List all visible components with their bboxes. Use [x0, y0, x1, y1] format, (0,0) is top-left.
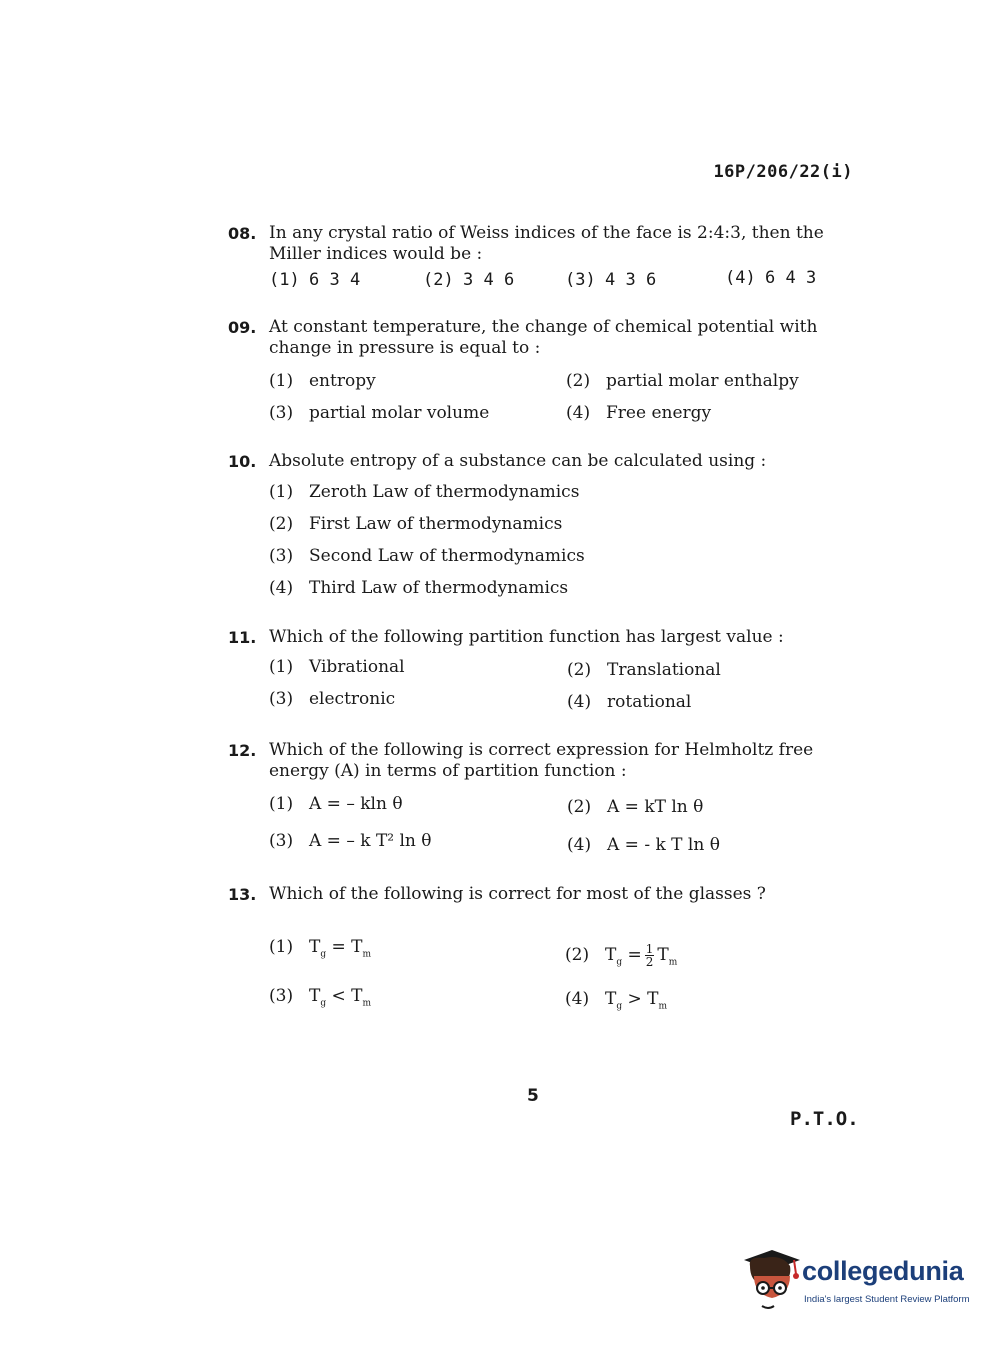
question-08	[228, 223, 853, 265]
option-number: (2)	[423, 270, 454, 290]
question-text: At constant temperature, the change of chemical potential with change in pressure is equal to :	[269, 317, 818, 358]
option	[269, 578, 568, 598]
melting-temp: $T_m$	[351, 937, 372, 960]
question-text: Absolute entropy of a substance can be calculated using :	[269, 451, 767, 471]
option	[269, 794, 403, 814]
option-number: (3)	[269, 986, 294, 1006]
question-09	[228, 317, 853, 359]
option-number: (4)	[567, 692, 592, 712]
question-number: 12.	[228, 741, 257, 760]
option	[269, 657, 405, 677]
option-text: Vibrational	[309, 657, 405, 677]
option	[269, 482, 579, 502]
option-number: (4)	[269, 578, 294, 598]
option-text: 3 4 6	[463, 270, 515, 290]
glass-transition-temp: $T_g$	[605, 989, 623, 1012]
option-number: (2)	[269, 514, 294, 534]
option	[565, 270, 656, 290]
option-text: 4 3 6	[605, 270, 657, 290]
option-number: (2)	[566, 371, 591, 391]
option-number: (1)	[269, 482, 294, 502]
relation-operator: >	[627, 989, 642, 1009]
question-text: In any crystal ratio of Weiss indices of the face is 2:4:3, then the Miller indices would be :	[269, 223, 824, 264]
option-text: electronic	[309, 689, 396, 709]
option-text: A = kT ln θ	[607, 797, 704, 817]
option	[269, 546, 585, 566]
option	[565, 943, 677, 968]
option-text: A = - k T ln θ	[607, 835, 720, 855]
option-number: (3)	[269, 831, 294, 851]
option-text: First Law of thermodynamics	[309, 514, 563, 534]
option	[269, 986, 371, 1008]
option	[566, 403, 711, 423]
option	[725, 268, 816, 288]
option	[567, 660, 721, 680]
logo-wordmark: collegedunia	[802, 1256, 964, 1286]
option	[269, 403, 489, 423]
option	[566, 371, 799, 391]
question-11	[228, 627, 853, 648]
glass-transition-temp: $T_g$	[605, 945, 623, 968]
option-text: Free energy	[606, 403, 712, 423]
option	[269, 270, 360, 290]
option-number: (4)	[566, 403, 591, 423]
option-number: (1)	[269, 270, 300, 290]
option	[567, 692, 691, 712]
question-10	[228, 451, 853, 472]
collegedunia-logo	[742, 1248, 972, 1318]
option	[269, 371, 376, 391]
option	[269, 514, 562, 534]
option-number: (1)	[269, 794, 294, 814]
option-text: entropy	[309, 371, 376, 391]
question-13	[228, 884, 853, 905]
option-text: 6 3 4	[309, 270, 361, 290]
option-text: A = – kln θ	[309, 794, 403, 814]
option-text: Second Law of thermodynamics	[309, 546, 585, 566]
option	[567, 797, 703, 817]
option-text: A = – k T² ln θ	[309, 831, 432, 851]
option	[565, 989, 667, 1011]
option-number: (3)	[269, 546, 294, 566]
melting-temp: $T_m$	[647, 989, 668, 1012]
option	[269, 689, 395, 709]
question-number: 11.	[228, 628, 257, 647]
question-number: 08.	[228, 224, 257, 243]
option	[269, 831, 432, 851]
option-text: 6 4 3	[765, 268, 817, 288]
pto-label: P.T.O.	[790, 1108, 859, 1130]
option	[423, 270, 514, 290]
option-text: Third Law of thermodynamics	[309, 578, 569, 598]
option	[269, 937, 371, 959]
question-text: Which of the following partition function has largest value :	[269, 627, 784, 647]
option-number: (2)	[567, 660, 592, 680]
relation-operator: <	[331, 986, 346, 1006]
question-number: 13.	[228, 885, 257, 904]
option-number: (2)	[567, 797, 592, 817]
fraction: $\frac{1}{2}$	[645, 942, 654, 969]
option-text: rotational	[607, 692, 692, 712]
question-text: Which of the following is correct for most of the glasses ?	[269, 884, 766, 904]
page-number: 5	[527, 1086, 539, 1106]
question-12	[228, 740, 853, 782]
mascot-icon	[742, 1248, 802, 1314]
option-number: (1)	[269, 937, 294, 957]
option-text: partial molar volume	[309, 403, 490, 423]
melting-temp: $T_m$	[657, 945, 678, 968]
option-text: Translational	[607, 660, 721, 680]
option-number: (1)	[269, 657, 294, 677]
glass-transition-temp: $T_g$	[309, 986, 327, 1009]
option-number: (4)	[565, 989, 590, 1009]
paper-code: 16P/206/22(i)	[713, 162, 853, 182]
option-number: (3)	[269, 689, 294, 709]
option-text: partial molar enthalpy	[606, 371, 799, 391]
option-number: (3)	[565, 270, 596, 290]
glass-transition-temp: $T_g$	[309, 937, 327, 960]
option-number: (4)	[567, 835, 592, 855]
relation-operator: =	[627, 945, 642, 965]
logo-tagline: India's largest Student Review Platform	[804, 1294, 970, 1305]
question-number: 10.	[228, 452, 257, 471]
option-number: (3)	[269, 403, 294, 423]
option	[567, 835, 720, 855]
option-number: (2)	[565, 945, 590, 965]
question-number: 09.	[228, 318, 257, 337]
option-number: (1)	[269, 371, 294, 391]
melting-temp: $T_m$	[351, 986, 372, 1009]
option-number: (4)	[725, 268, 756, 288]
question-text: Which of the following is correct expression for Helmholtz free energy (A) in terms of partition function :	[269, 740, 814, 781]
option-text: Zeroth Law of thermodynamics	[309, 482, 580, 502]
relation-operator: =	[331, 937, 346, 957]
